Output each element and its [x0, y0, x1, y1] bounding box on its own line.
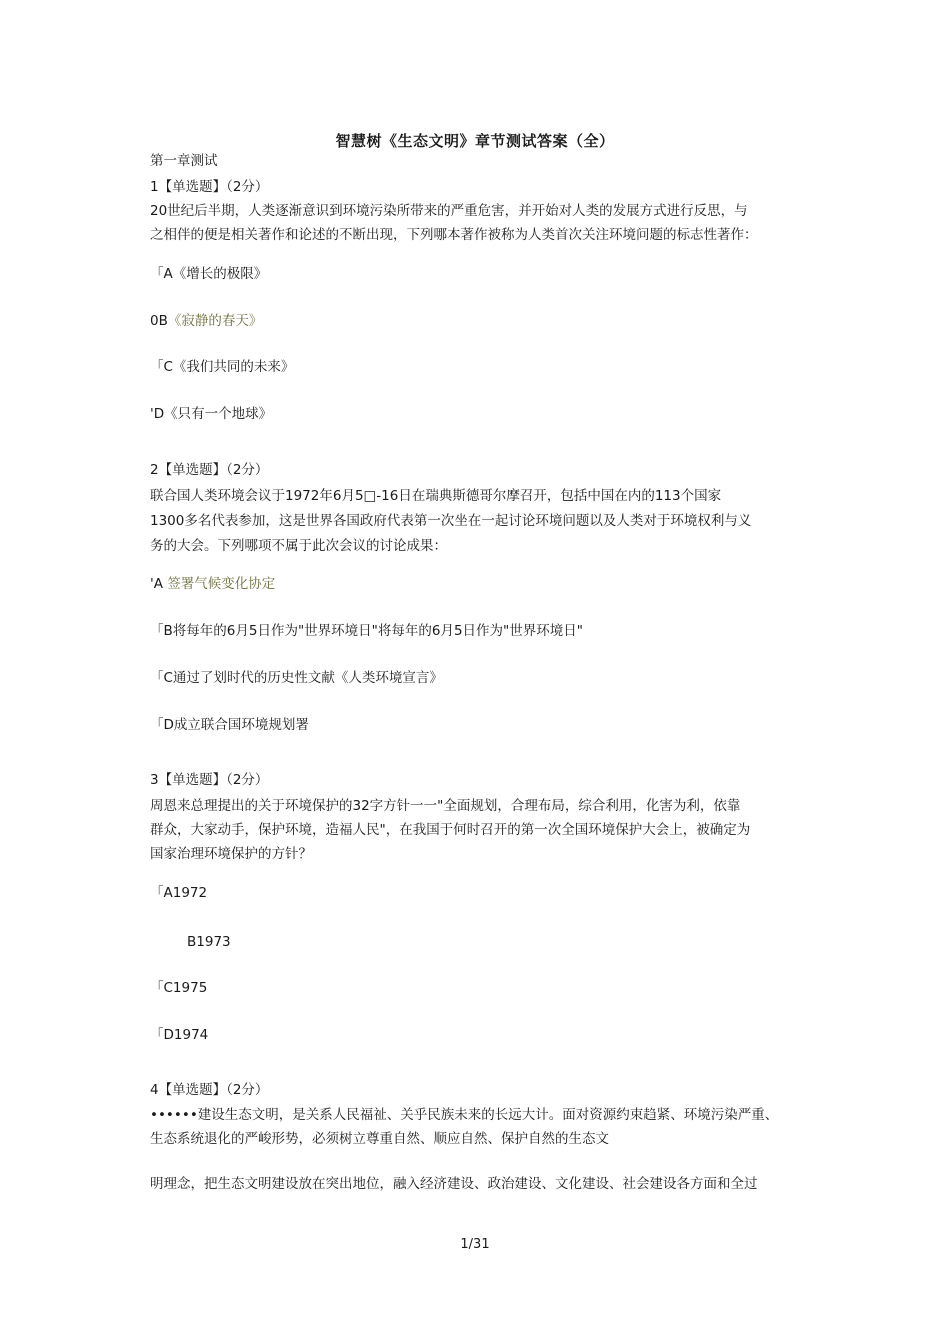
q2-stem-line: 联合国人类环境会议于1972年6月5□-16日在瑞典斯德哥尔摩召开，包括中国在内的113个国家 — [150, 488, 722, 504]
q2-stem-line: 务的大会。下列哪项不属于此次会议的讨论成果： — [150, 538, 447, 554]
q2-stem-line: 1300多名代表参加，这是世界各国政府代表第一次坐在一起讨论环境问题以及人类对于环境权利与义 — [150, 513, 752, 529]
q1-header: 1【单选题】（2分） — [150, 179, 269, 195]
q2-option-b[interactable]: 「B将每年的6月5日作为"世界环境日"将每年的6月5日作为"世界环境日" — [150, 623, 583, 639]
q3-option-a[interactable]: 「A1972 — [150, 885, 208, 901]
q2-option-d[interactable]: 「D成立联合国环境规划署 — [150, 717, 309, 733]
q1-option-a[interactable]: 「A《增长的极限》 — [150, 266, 268, 282]
q3-stem-line: 群众，大家动手，保护环境，造福人民"，在我国于何时召开的第一次全国环境保护大会上，被确定为 — [150, 822, 751, 838]
chapter-heading: 第一章测试 — [150, 153, 218, 169]
q4-stem-line: ••••••建设生态文明，是关系人民福祉、关乎民族未来的长远大计。面对资源约束趋紧、环境污染严重、 — [150, 1107, 779, 1123]
q1-stem-line: 之相伴的便是相关著作和论述的不断出现，下列哪本著作被称为人类首次关注环境问题的标志性著作： — [150, 227, 758, 243]
q1-option-b-label: 0B — [150, 313, 168, 329]
q3-stem-line: 周恩来总理提出的关于环境保护的32字方针一一"全面规划，合理布局，综合利用，化害为利，依靠 — [150, 798, 741, 814]
q1-stem-line: 20世纪后半期，人类逐渐意识到环境污染所带来的严重危害，并开始对人类的发展方式进行反思，与 — [150, 203, 748, 219]
q4-header: 4【单选题】（2分） — [150, 1082, 269, 1098]
q3-header: 3【单选题】（2分） — [150, 772, 269, 788]
q3-option-d[interactable]: 「D1974 — [150, 1027, 209, 1043]
q3-stem-line: 国家治理环境保护的方针？ — [150, 846, 312, 862]
q1-option-c[interactable]: 「C《我们共同的未来》 — [150, 359, 295, 375]
q4-stem-line: 生态系统退化的严峻形势，必须树立尊重自然、顺应自然、保护自然的生态文 — [150, 1131, 609, 1147]
q2-option-a-label: 'A — [150, 576, 168, 592]
q4-stem-line: 明理念，把生态文明建设放在突出地位，融入经济建设、政治建设、文化建设、社会建设各方面和全过 — [150, 1176, 758, 1192]
q2-header: 2【单选题】（2分） — [150, 462, 269, 478]
q2-option-c[interactable]: 「C通过了划时代的历史性文献《人类环境宣言》 — [150, 670, 443, 686]
q2-option-a-text: 签署气候变化协定 — [167, 576, 276, 592]
q1-option-d[interactable]: 'D《只有一个地球》 — [150, 406, 273, 422]
page-number: 1/31 — [460, 1237, 490, 1252]
document-title: 智慧树《生态文明》章节测试答案（全） — [335, 132, 615, 150]
q3-option-b[interactable]: B1973 — [187, 934, 231, 950]
q2-option-a[interactable] — [150, 575, 275, 593]
q1-option-b[interactable] — [150, 312, 262, 330]
q1-option-b-text: 《寂静的春天》 — [167, 313, 263, 329]
q3-option-c[interactable]: 「C1975 — [150, 980, 208, 996]
